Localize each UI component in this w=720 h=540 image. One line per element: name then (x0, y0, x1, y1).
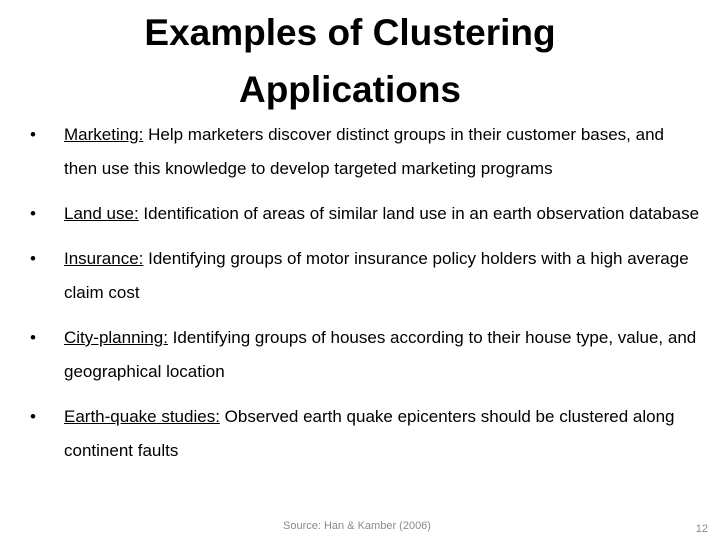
bullet-text (64, 242, 700, 310)
bullet-list (30, 118, 700, 479)
bullet-description: Identification of areas of similar land use in an earth observation database (138, 204, 700, 223)
bullet-marker: • (30, 407, 36, 426)
page-number: 12 (695, 523, 708, 535)
bullet-marker: • (30, 249, 36, 268)
title-line-2: Applications (238, 69, 462, 110)
slide-title (60, 4, 640, 118)
bullet-text (64, 321, 700, 389)
title-line-1: Examples of Clustering (144, 12, 556, 53)
bullet-text (64, 197, 700, 231)
bullet-term: Insurance: (64, 249, 144, 268)
bullet-description: Observed earth quake epicenters should be clustered along continent faults (64, 407, 675, 460)
bullet-description: Help marketers discover distinct groups in their customer bases, and then use this knowledge to develop targeted marketing programs (64, 125, 664, 178)
bullet-marker: • (30, 328, 36, 347)
source-citation: Source: Han & Kamber (2006) (283, 520, 431, 532)
bullet-marker: • (30, 204, 36, 223)
bullet-item-city-planning (30, 321, 700, 389)
bullet-term: Land use: (64, 204, 139, 223)
bullet-marker: • (30, 125, 36, 144)
bullet-term: Earth-quake studies: (64, 407, 220, 426)
bullet-term: Marketing: (64, 125, 144, 144)
bullet-text (64, 118, 700, 186)
bullet-text (64, 400, 700, 468)
bullet-item-marketing (30, 118, 700, 186)
bullet-description: Identifying groups of houses according to their house type, value, and geographical location (64, 328, 697, 381)
bullet-item-land-use (30, 197, 700, 231)
bullet-item-insurance (30, 242, 700, 310)
bullet-description: Identifying groups of motor insurance policy holders with a high average claim cost (64, 249, 689, 302)
bullet-term: City-planning: (64, 328, 168, 347)
bullet-item-earthquake-studies (30, 400, 700, 468)
